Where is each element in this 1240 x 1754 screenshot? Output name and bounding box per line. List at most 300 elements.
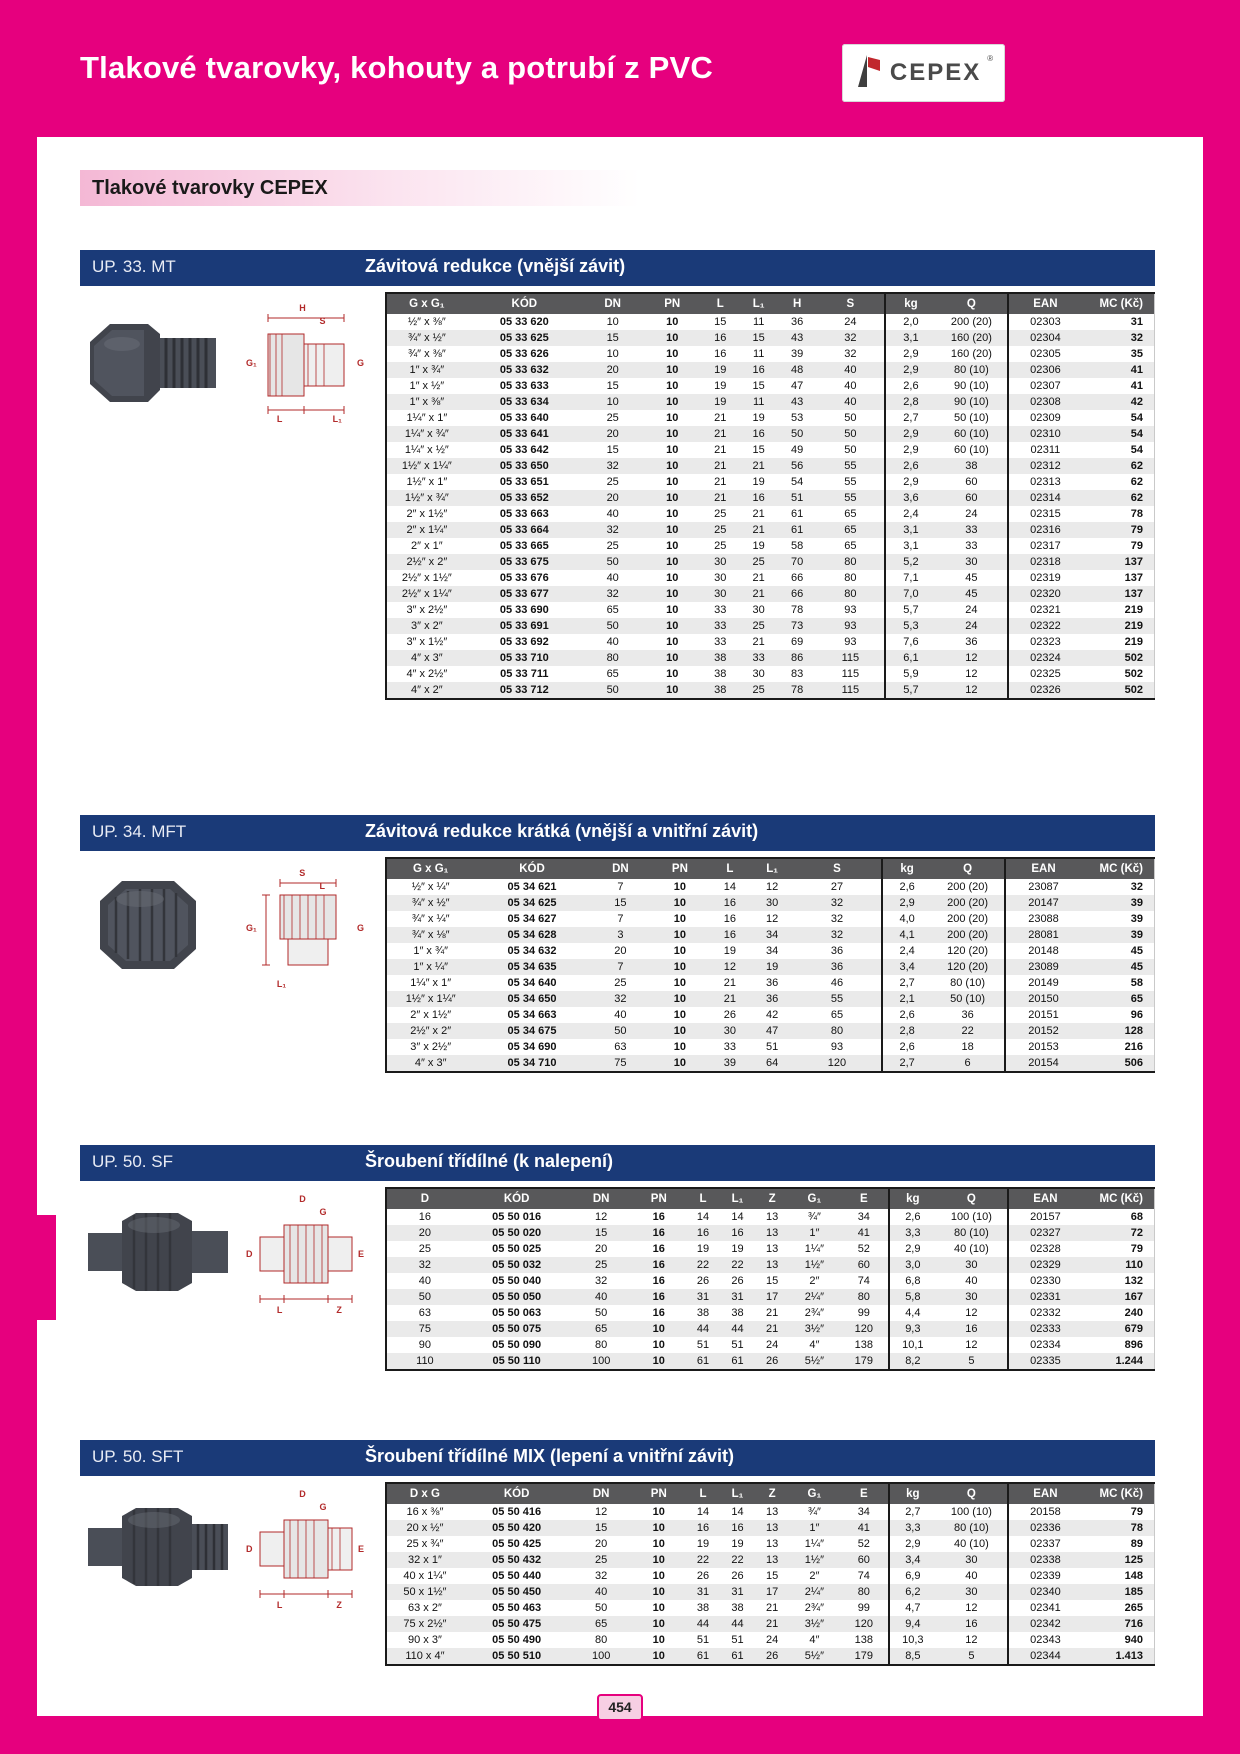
table-cell: 02317: [1008, 538, 1081, 554]
table-body: [386, 879, 1155, 1072]
table-cell: 63: [418, 1307, 432, 1319]
table-cell: 61: [778, 522, 816, 538]
table-cell: 1½″: [789, 1552, 839, 1568]
table-cell: 02322: [1008, 618, 1081, 634]
table-cell: 30: [935, 554, 1008, 570]
table-cell: 31: [1130, 316, 1143, 328]
table-cell: 05 34 628: [474, 927, 589, 943]
table-cell: 65: [606, 604, 619, 616]
table-cell: 4″: [809, 1339, 820, 1351]
table-cell: 58: [1130, 977, 1143, 989]
column-header: L₁: [739, 293, 777, 314]
table-cell: 52: [857, 1538, 870, 1550]
table-cell: 10: [652, 1634, 665, 1646]
table-cell: 10: [643, 426, 701, 442]
table-cell: 05 33 675: [467, 554, 582, 570]
table-row: [386, 1055, 1155, 1072]
table-row: [386, 1600, 1155, 1616]
table-cell: 10: [666, 476, 679, 488]
table-cell: 05 50 110: [463, 1353, 571, 1370]
table-cell: 64: [751, 1055, 793, 1072]
table-cell: 05 34 710: [474, 1055, 589, 1072]
table-cell: 13: [755, 1520, 790, 1536]
table-cell: 61: [720, 1648, 755, 1665]
table-cell: 2″ x 1½″: [410, 1009, 452, 1021]
table-cell: 16: [709, 927, 751, 943]
table-row: [386, 1337, 1155, 1353]
dimension-label: Z: [336, 1600, 342, 1610]
table-cell: 05 33 620: [499, 316, 549, 328]
table-cell: 115: [841, 668, 860, 680]
table-cell: 5,8: [889, 1289, 935, 1305]
column-header: DN: [582, 293, 643, 314]
column-header: Z: [755, 1483, 790, 1504]
table-cell: 05 50 432: [463, 1552, 571, 1568]
table-cell: 40 x 1¼″: [403, 1570, 447, 1582]
table-cell: 28081: [1005, 927, 1082, 943]
table-cell: 25: [418, 1243, 432, 1255]
table-cell: 2,8: [885, 394, 935, 410]
table-cell: 26: [755, 1353, 790, 1370]
table-cell: 32: [793, 895, 881, 911]
table-cell: 10: [606, 348, 619, 360]
table-cell: 10: [666, 604, 679, 616]
dimension-label: L: [276, 1600, 283, 1610]
dimension-label: D: [246, 1543, 253, 1554]
subheader-bar: Tlakové tvarovky CEPEX: [80, 170, 640, 206]
table-cell: 05 33 711: [500, 668, 549, 680]
table-row: [386, 1536, 1155, 1552]
table-row: [386, 394, 1155, 410]
table-cell: 3,3: [889, 1520, 935, 1536]
table-cell: 83: [790, 668, 804, 680]
table-cell: 13: [765, 1211, 779, 1223]
table-cell: 10: [673, 977, 687, 989]
table-cell: 02304: [1008, 330, 1081, 346]
table-cell: 2,9: [889, 1536, 935, 1552]
table-cell: 17: [755, 1584, 790, 1600]
table-cell: 1½″ x ¾″: [386, 490, 467, 506]
column-header: E: [839, 1483, 889, 1504]
table-cell: 10: [632, 1616, 686, 1632]
table-cell: 2″: [809, 1570, 820, 1582]
table-cell: 51: [696, 1339, 710, 1351]
table-cell: 10: [673, 913, 687, 925]
table-cell: 39: [1081, 895, 1154, 911]
section-title: Závitová redukce krátká (vnější a vnitřní závit): [365, 821, 759, 841]
table-cell: 21: [701, 490, 739, 506]
table-cell: 05 50 416: [492, 1506, 542, 1518]
column-header: kg: [882, 858, 932, 879]
table-cell: 44: [686, 1616, 721, 1632]
table-cell: 23089: [1005, 959, 1082, 975]
table-cell: ½″ x ¼″: [411, 881, 450, 893]
table-row: [386, 1552, 1155, 1568]
cepex-logo-text: CEPEX: [889, 59, 982, 86]
table-cell: 896: [1124, 1339, 1143, 1351]
table-cell: 42: [1081, 394, 1154, 410]
table-cell: 20: [582, 362, 643, 378]
table-cell: 48: [778, 362, 816, 378]
table-cell: 78: [1130, 508, 1143, 520]
dimension-label: G: [356, 357, 364, 368]
table-cell: 70: [778, 554, 816, 570]
table-cell: 13: [755, 1257, 790, 1273]
table-cell: 33: [701, 618, 739, 634]
table-cell: 2,7: [882, 975, 932, 991]
table-cell: 2½″ x 1½″: [401, 572, 452, 584]
table-cell: 54: [1081, 426, 1154, 442]
table-cell: 43: [778, 330, 816, 346]
table-cell: 2,9: [882, 895, 932, 911]
column-header: Q: [935, 293, 1008, 314]
table-cell: 60: [839, 1552, 889, 1568]
table-cell: 5,3: [885, 618, 935, 634]
table-cell: 265: [1124, 1602, 1143, 1614]
table-cell: 4″ x 3″: [386, 1055, 474, 1072]
table-cell: 55: [816, 490, 885, 506]
table-cell: 05 33 691: [467, 618, 582, 634]
table-cell: 25: [739, 618, 777, 634]
table-cell: 50: [595, 1602, 608, 1614]
table-cell: 16: [739, 362, 777, 378]
table-cell: ¾″ x ½″: [386, 895, 474, 911]
table-cell: 05 33 665: [499, 540, 549, 552]
technical-drawing: [246, 868, 364, 989]
table-cell: 24: [965, 508, 978, 520]
table-cell: 7: [617, 913, 624, 925]
table-cell: 1¼″: [804, 1243, 824, 1255]
table-cell: 2,9: [889, 1241, 935, 1257]
table-cell: 1″: [789, 1520, 839, 1536]
table-cell: 21: [755, 1321, 790, 1337]
section-sft: [80, 1440, 1155, 1662]
table-cell: 26: [723, 1009, 736, 1021]
table-cell: 44: [720, 1321, 755, 1337]
table-cell: 62: [1130, 476, 1143, 488]
table-cell: 13: [765, 1538, 779, 1550]
section-title: Šroubení třídílné MIX (lepení a vnitřní závit): [365, 1446, 735, 1466]
table-cell: 20154: [1005, 1055, 1082, 1072]
table-cell: 90 (10): [953, 380, 989, 392]
table-cell: 10: [666, 668, 679, 680]
table-cell: 10: [643, 330, 701, 346]
table-cell: 138: [854, 1634, 873, 1646]
table-cell: 05 50 020: [463, 1225, 571, 1241]
table-cell: 02337: [1008, 1536, 1081, 1552]
table-cell: 45: [1130, 945, 1143, 957]
table-cell: 05 33 632: [467, 362, 582, 378]
table-cell: 110 x 4″: [386, 1648, 463, 1665]
table-cell: 30: [709, 1023, 751, 1039]
table-cell: 50: [778, 426, 816, 442]
table-cell: 1″ x ¾″: [386, 362, 467, 378]
table-cell: 2,7: [882, 1055, 932, 1072]
table-cell: 30: [935, 1289, 1008, 1305]
table-cell: 02313: [1008, 474, 1081, 490]
table-cell: 7,1: [885, 570, 935, 586]
table-cell: 100: [570, 1648, 631, 1665]
table-cell: 10: [643, 362, 701, 378]
table-row: [386, 1273, 1155, 1289]
product-table-sf: [385, 1187, 1155, 1371]
table-cell: 65: [844, 540, 857, 552]
table-cell: 19: [752, 476, 765, 488]
table-cell: 02307: [1008, 378, 1081, 394]
column-header: L₁: [751, 858, 793, 879]
table-cell: 10: [666, 636, 679, 648]
table-cell: 26: [696, 1275, 710, 1287]
table-cell: 25: [606, 476, 619, 488]
table-cell: 05 33 676: [499, 572, 549, 584]
table-row: [386, 927, 1155, 943]
table-cell: 32: [582, 522, 643, 538]
table-header-row: [386, 1483, 1155, 1504]
table-cell: 6,2: [889, 1584, 935, 1600]
table-cell: 51: [766, 1041, 779, 1053]
table-cell: 16: [632, 1225, 686, 1241]
table-cell: 16: [686, 1225, 721, 1241]
table-cell: 10: [666, 412, 679, 424]
table-cell: 2,7: [889, 1504, 935, 1520]
table-cell: 100: [570, 1353, 631, 1370]
table-cell: 16: [632, 1289, 686, 1305]
table-cell: 7: [617, 881, 624, 893]
table-cell: 02314: [1008, 490, 1081, 506]
table-cell: 02331: [1008, 1289, 1081, 1305]
table-row: [386, 442, 1155, 458]
table-body: [386, 314, 1155, 699]
table-row: [386, 1225, 1155, 1241]
table-cell: 12: [965, 1307, 978, 1319]
table-cell: 7,6: [885, 634, 935, 650]
table-cell: 05 50 475: [463, 1616, 571, 1632]
section-header-bar: [80, 250, 1155, 286]
table-cell: 21: [765, 1602, 779, 1614]
table-cell: 80: [816, 554, 885, 570]
section-header-bar: [80, 815, 1155, 851]
table-cell: 61: [720, 1353, 755, 1370]
table-cell: 36: [751, 991, 793, 1007]
table-cell: 50 x 1½″: [386, 1584, 463, 1600]
table-cell: 120 (20): [947, 945, 989, 957]
table-cell: 23088: [1005, 911, 1082, 927]
table-cell: 15: [606, 380, 619, 392]
table-cell: 32: [595, 1275, 608, 1287]
table-cell: 2,9: [885, 474, 935, 490]
table-cell: 02318: [1008, 554, 1081, 570]
table-cell: 40 (10): [953, 1538, 989, 1550]
table-cell: 24: [935, 618, 1008, 634]
table-cell: 3″ x 2″: [386, 618, 467, 634]
table-cell: 100 (10): [950, 1211, 992, 1223]
table-cell: 10: [666, 572, 679, 584]
table-cell: 02310: [1008, 426, 1081, 442]
table-cell: 39: [1081, 927, 1154, 943]
table-cell: 55: [793, 991, 881, 1007]
column-header: E: [839, 1188, 889, 1209]
table-cell: 25: [570, 1257, 631, 1273]
table-cell: 68: [1130, 1211, 1143, 1223]
table-cell: 10: [643, 394, 701, 410]
table-cell: 05 33 633: [499, 380, 549, 392]
table-cell: 506: [1081, 1055, 1154, 1072]
table-cell: 21: [739, 522, 777, 538]
table-cell: 02334: [1008, 1337, 1081, 1353]
table-cell: 75: [386, 1321, 463, 1337]
table-cell: 80: [839, 1289, 889, 1305]
table-cell: ¾″ x ⅜″: [407, 348, 446, 360]
table-cell: 43: [778, 394, 816, 410]
table-cell: 16: [935, 1616, 1008, 1632]
table-cell: 05 50 450: [463, 1584, 571, 1600]
column-header: L: [701, 293, 739, 314]
table-cell: 10: [673, 881, 687, 893]
table-cell: 20 x ½″: [386, 1520, 463, 1536]
table-cell: 75: [590, 1055, 651, 1072]
table-cell: 34: [857, 1506, 870, 1518]
column-header: S: [816, 293, 885, 314]
table-cell: 80: [839, 1584, 889, 1600]
table-cell: 05 50 510: [463, 1648, 571, 1665]
table-cell: 10: [652, 1538, 665, 1550]
table-cell: 02343: [1008, 1632, 1081, 1648]
table-cell: 25: [739, 554, 777, 570]
table-cell: 13: [755, 1552, 790, 1568]
table-cell: 2,6: [889, 1209, 935, 1225]
table-cell: 24: [765, 1339, 779, 1351]
table-cell: 47: [790, 380, 804, 392]
table-cell: 10: [651, 927, 709, 943]
table-cell: 30: [752, 604, 765, 616]
table-cell: 72: [1081, 1225, 1154, 1241]
column-header: L: [686, 1188, 721, 1209]
table-cell: 179: [839, 1648, 889, 1665]
table-cell: 21: [714, 444, 727, 456]
table-cell: 16: [652, 1275, 665, 1287]
table-cell: 15: [765, 1570, 779, 1582]
section-index-tab: [0, 1215, 56, 1320]
table-cell: 1½″: [789, 1257, 839, 1273]
table-cell: 12: [709, 959, 751, 975]
table-row: [386, 538, 1155, 554]
table-cell: 200 (20): [932, 927, 1005, 943]
table-cell: 20: [595, 1243, 608, 1255]
table-cell: 41: [839, 1520, 889, 1536]
table-cell: 33: [723, 1041, 736, 1053]
table-cell: 32: [793, 927, 881, 943]
column-header: L₁: [720, 1483, 755, 1504]
table-cell: 80: [816, 586, 885, 602]
dimension-label: G₁: [246, 922, 257, 933]
table-cell: 31: [686, 1289, 721, 1305]
column-header: G x G₁: [386, 858, 474, 879]
table-cell: 78: [778, 682, 816, 699]
table-cell: 7,0: [885, 586, 935, 602]
table-cell: 19: [714, 380, 727, 392]
table-cell: 14: [696, 1211, 710, 1223]
table-cell: 05 33 640: [499, 412, 549, 424]
column-header: KÓD: [474, 858, 589, 879]
table-cell: 60: [935, 490, 1008, 506]
table-cell: 16: [686, 1520, 721, 1536]
table-cell: 34: [766, 945, 779, 957]
table-cell: 55: [816, 458, 885, 474]
table-cell: 05 34 627: [507, 913, 557, 925]
table-cell: 4″ x 2½″: [406, 668, 448, 680]
table-cell: 79: [1130, 540, 1143, 552]
table-cell: 2¼″: [789, 1289, 839, 1305]
section-mt: [80, 250, 1155, 696]
table-cell: 05 33 690: [499, 604, 549, 616]
table-cell: 10: [652, 1602, 665, 1614]
table-cell: 19: [752, 540, 765, 552]
table-cell: 61: [686, 1353, 721, 1370]
table-row: [386, 650, 1155, 666]
table-cell: 61: [790, 508, 804, 520]
table-cell: 110: [1081, 1257, 1154, 1273]
table-cell: 21: [752, 636, 765, 648]
table-cell: 27: [830, 881, 844, 893]
table-cell: 05 50 025: [492, 1243, 542, 1255]
column-header: L: [686, 1483, 721, 1504]
table-cell: 15: [739, 330, 777, 346]
table-cell: 1″ x ⅜″: [386, 394, 467, 410]
table-cell: 1¼″ x 1″: [410, 977, 452, 989]
table-cell: 80 (10): [950, 977, 985, 989]
table-cell: 36: [965, 636, 978, 648]
column-header: D: [386, 1188, 463, 1209]
table-cell: ¾″ x ½″: [386, 330, 467, 346]
table-cell: 51: [731, 1634, 744, 1646]
table-cell: 05 50 050: [463, 1289, 571, 1305]
table-cell: 12: [595, 1506, 608, 1518]
table-cell: 02338: [1008, 1552, 1081, 1568]
dimension-label: L: [319, 881, 325, 891]
table-cell: 10: [651, 895, 709, 911]
table-cell: 32: [582, 458, 643, 474]
table-cell: 10: [651, 1055, 709, 1072]
table-cell: 137: [1124, 572, 1143, 584]
table-row: [386, 586, 1155, 602]
table-cell: 128: [1081, 1023, 1154, 1039]
table-cell: 65: [1081, 991, 1154, 1007]
table-cell: 10: [606, 316, 619, 328]
table-cell: 33: [739, 650, 777, 666]
table-cell: 14: [723, 881, 736, 893]
table-cell: 15: [606, 444, 619, 456]
table-cell: 05 50 490: [492, 1634, 542, 1646]
table-cell: 3″ x 1½″: [406, 636, 448, 648]
table-cell: 120: [839, 1321, 889, 1337]
table-cell: 1¼″: [804, 1538, 824, 1550]
table-row: [386, 1353, 1155, 1370]
table-cell: 05 33 651: [499, 476, 549, 488]
table-cell: 19: [731, 1538, 744, 1550]
table-cell: 16: [652, 1211, 665, 1223]
table-cell: 2″ x 1½″: [406, 508, 448, 520]
table-cell: 17: [755, 1289, 790, 1305]
table-cell: 05 50 440: [492, 1570, 542, 1582]
table-cell: 20158: [1008, 1504, 1081, 1520]
table-cell: 10: [632, 1353, 686, 1370]
table-cell: 25 x ¾″: [406, 1538, 444, 1550]
table-cell: 6,1: [885, 650, 935, 666]
table-cell: 02335: [1008, 1353, 1081, 1370]
table-cell: 125: [1081, 1552, 1154, 1568]
table-cell: 51: [731, 1339, 744, 1351]
table-cell: 05 33 650: [467, 458, 582, 474]
